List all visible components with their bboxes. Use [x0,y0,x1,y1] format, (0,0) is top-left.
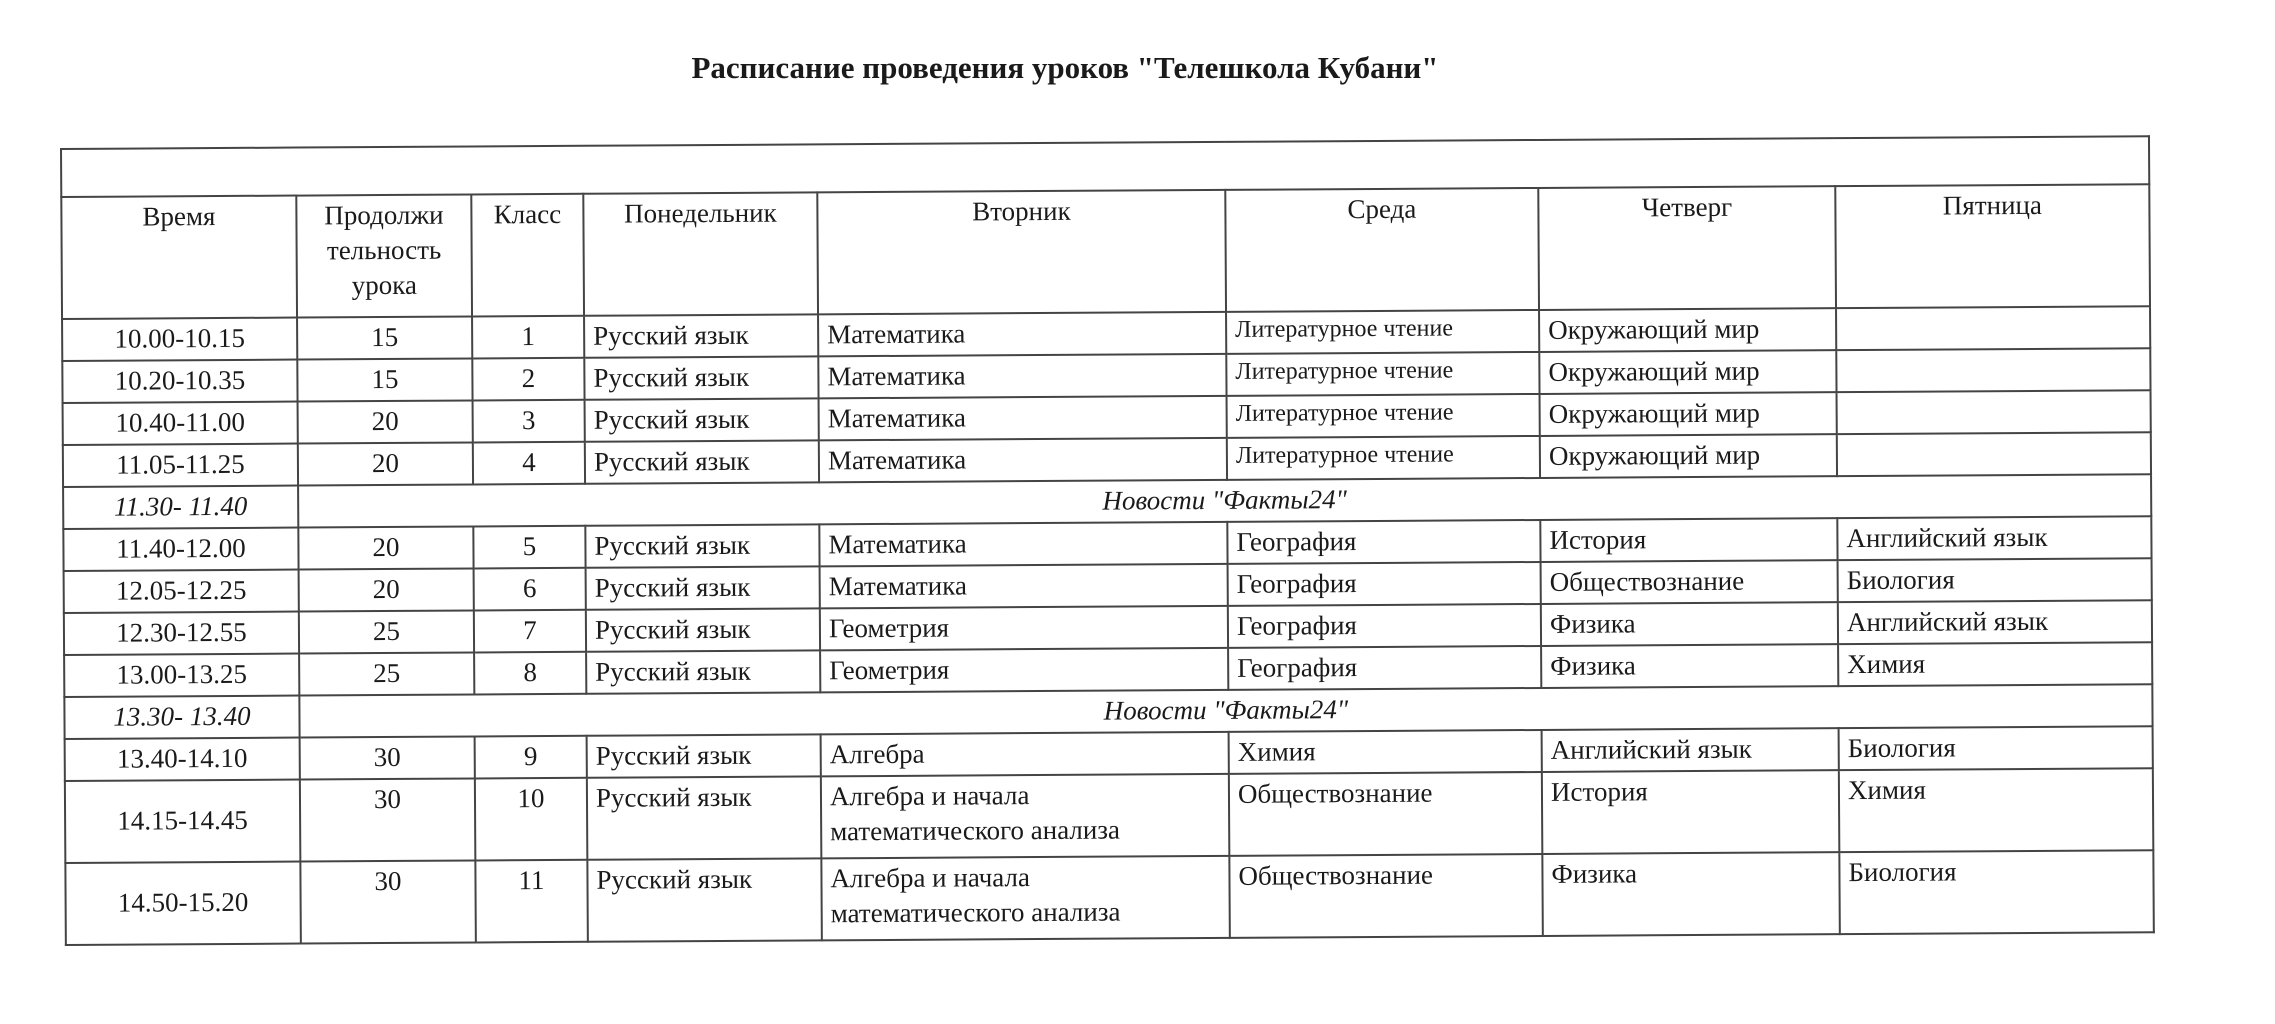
tuesday-cell: Алгебра и начала математического анализа [821,774,1229,858]
monday-cell: Русский язык [586,650,820,693]
header-row [61,184,2150,319]
time-cell: 14.50-15.20 [65,862,300,945]
tuesday-cell: Геометрия [820,648,1228,692]
duration-cell: 30 [300,778,475,861]
tuesday-cell: Математика [818,312,1226,356]
grade-cell: 4 [473,442,585,485]
grade-cell: 2 [472,358,584,401]
wednesday-cell: География [1228,646,1541,690]
grade-cell: 3 [473,400,585,443]
grade-cell: 7 [474,610,586,653]
monday-cell: Русский язык [587,734,821,777]
time-cell: 11.40-12.00 [63,528,298,571]
friday-cell: Английский язык [1838,600,2152,644]
duration-cell: 20 [298,400,473,443]
header-duration: Продолжи тельность урока [296,194,472,317]
tuesday-cell: Математика [818,354,1226,398]
duration-cell: 15 [297,358,472,401]
wednesday-cell: Литературное чтение [1227,394,1540,438]
monday-cell: Русский язык [586,566,820,609]
grade-cell: 9 [475,736,587,779]
table-row [65,768,2153,863]
wednesday-cell: География [1228,562,1541,606]
thursday-cell: Окружающий мир [1539,308,1836,352]
thursday-cell: Английский язык [1542,728,1839,772]
tuesday-cell: Математика [820,564,1228,608]
wednesday-cell: Литературное чтение [1227,436,1540,480]
tuesday-cell: Математика [819,438,1227,482]
tuesday-cell: Алгебра и начала математического анализа [821,856,1229,940]
duration-cell: 25 [299,610,474,653]
thursday-cell: Окружающий мир [1540,392,1837,436]
header-wednesday: Среда [1225,188,1539,312]
header-monday: Понедельник [583,192,818,315]
friday-cell: Английский язык [1837,516,2151,560]
time-cell: 10.20-10.35 [62,360,297,403]
thursday-cell: Окружающий мир [1540,434,1837,478]
duration-cell: 25 [299,652,474,695]
table-row [65,850,2153,945]
wednesday-cell: Обществознание [1229,772,1542,856]
friday-cell [1837,390,2151,434]
duration-cell: 20 [299,568,474,611]
thursday-cell: История [1542,770,1839,854]
header-tuesday: Вторник [817,190,1226,314]
wednesday-cell: Литературное чтение [1226,310,1539,354]
thursday-cell: История [1540,518,1837,562]
monday-cell: Русский язык [586,608,820,651]
tuesday-cell: Математика [819,522,1227,566]
friday-cell: Химия [1838,642,2152,686]
monday-cell: Русский язык [584,314,818,357]
news-label: Новости "Факты24" [299,684,2152,737]
thursday-cell: Физика [1541,602,1838,646]
time-cell: 13.30- 13.40 [64,696,299,739]
friday-cell: Биология [1839,726,2153,770]
friday-cell: Биология [1839,850,2153,934]
news-label: Новости "Факты24" [298,474,2151,527]
thursday-cell: Физика [1541,644,1838,688]
grade-cell: 6 [474,568,586,611]
header-time: Время [61,196,297,319]
time-cell: 14.15-14.45 [65,780,300,863]
schedule-table [60,135,2155,946]
monday-cell: Русский язык [585,524,819,567]
time-cell: 10.00-10.15 [62,318,297,361]
monday-cell: Русский язык [587,776,821,859]
monday-cell: Русский язык [585,398,819,441]
duration-cell: 20 [298,442,473,485]
duration-cell: 30 [300,736,475,779]
grade-cell: 8 [474,652,586,695]
document-title: Расписание проведения уроков "Телешкола Кубани" [691,50,1439,85]
time-cell: 13.00-13.25 [64,654,299,697]
grade-cell: 1 [472,316,584,359]
grade-cell: 11 [475,860,587,943]
duration-cell: 15 [297,316,472,359]
time-cell: 12.30-12.55 [64,612,299,655]
time-cell: 12.05-12.25 [64,570,299,613]
tuesday-cell: Геометрия [820,606,1228,650]
header-thursday: Четверг [1538,186,1836,310]
friday-cell [1836,348,2150,392]
friday-cell: Химия [1839,768,2153,852]
duration-cell: 30 [300,860,475,943]
wednesday-cell: География [1227,520,1540,564]
time-cell: 11.05-11.25 [63,444,298,487]
wednesday-cell: Обществознание [1229,854,1542,938]
time-cell: 13.40-14.10 [65,738,300,781]
thursday-cell: Окружающий мир [1539,350,1836,394]
thursday-cell: Обществознание [1541,560,1838,604]
time-cell: 11.30- 11.40 [63,486,298,529]
tuesday-cell: Алгебра [821,732,1229,776]
monday-cell: Русский язык [584,356,818,399]
friday-cell [1836,306,2150,350]
monday-cell: Русский язык [585,440,819,483]
monday-cell: Русский язык [587,858,821,941]
thursday-cell: Физика [1542,852,1839,936]
wednesday-cell: География [1228,604,1541,648]
grade-cell: 5 [473,526,585,569]
duration-cell: 20 [298,526,473,569]
tuesday-cell: Математика [819,396,1227,440]
header-grade: Класс [471,194,584,317]
wednesday-cell: Литературное чтение [1226,352,1539,396]
friday-cell: Биология [1838,558,2152,602]
wednesday-cell: Химия [1229,730,1542,774]
time-cell: 10.40-11.00 [63,402,298,445]
grade-cell: 10 [475,778,587,861]
friday-cell [1837,432,2151,476]
header-friday: Пятница [1835,184,2150,308]
